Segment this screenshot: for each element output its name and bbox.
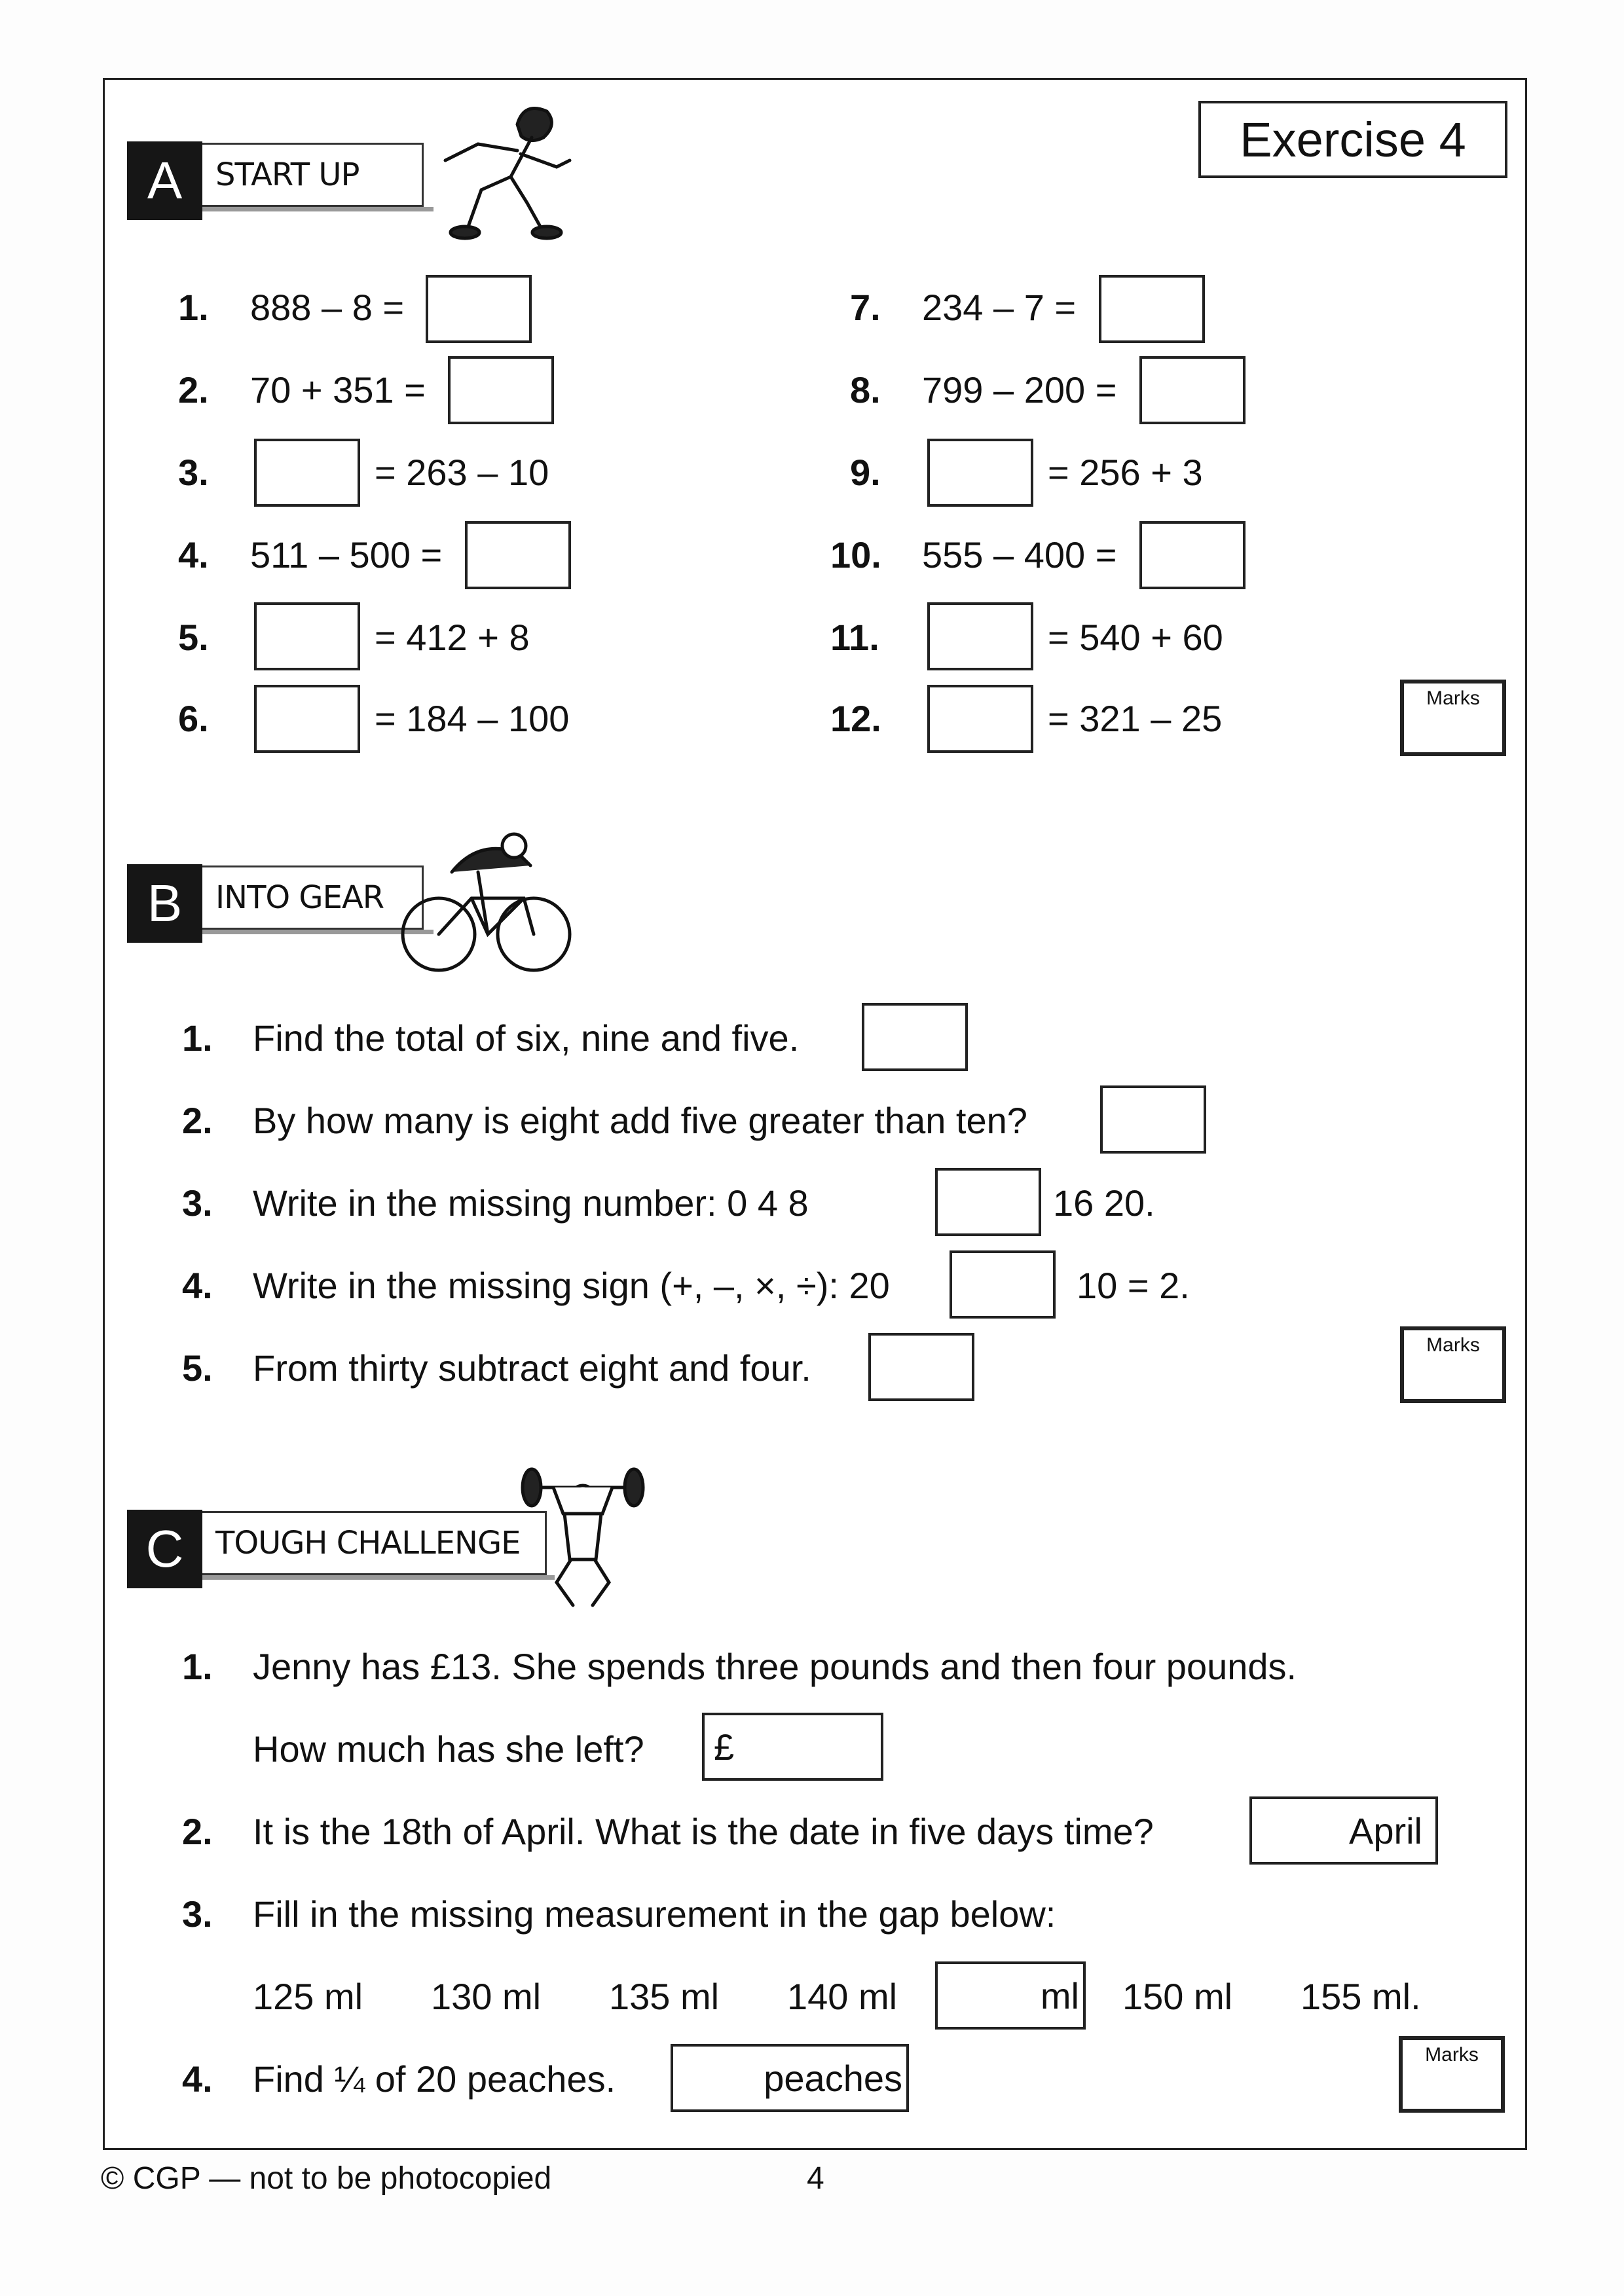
c-q3-answer-box[interactable] (935, 1961, 1086, 2030)
a-q9-answer-box[interactable] (927, 439, 1033, 507)
section-b-marks-box[interactable]: Marks (1400, 1326, 1506, 1403)
c-q3-text: Fill in the missing measurement in the gap below: (253, 1893, 1056, 1935)
a-q7-number: 7. (850, 287, 881, 328)
b-q2-text: By how many is eight add five greater than ten? (253, 1100, 1027, 1141)
a-q6-answer-box[interactable] (254, 685, 360, 753)
c-q3-seq-item: 125 ml (253, 1976, 363, 2017)
c-q3-seq-item: 150 ml (1122, 1976, 1233, 2017)
b-q3-answer-box[interactable] (935, 1168, 1041, 1236)
b-q4-answer-box[interactable] (950, 1250, 1056, 1319)
a-q12-answer-box[interactable] (927, 685, 1033, 753)
running-man-illustration (367, 98, 589, 242)
exercise-title: Exercise 4 (1198, 101, 1507, 178)
a-q8-number: 8. (850, 369, 881, 410)
a-q3-text: = 263 – 10 (375, 452, 549, 493)
a-q12-number: 12. (830, 698, 881, 739)
section-a-marks-box[interactable]: Marks (1400, 680, 1506, 756)
section-b-shadow (201, 930, 434, 934)
c-q1-text: Jenny has £13. She spends three pounds and then four pounds. (253, 1646, 1297, 1687)
c-q4-number: 4. (182, 2058, 213, 2100)
c-q4-text: Find ¼ of 20 peaches. (253, 2058, 616, 2100)
c-q3-seq-item: 130 ml (431, 1976, 542, 2017)
a-q2-text: 70 + 351 = (250, 369, 426, 410)
a-q4-number: 4. (178, 534, 209, 575)
c-q4-peaches-suffix: peaches (764, 2057, 902, 2099)
section-c-shadow (201, 1575, 555, 1580)
a-q5-number: 5. (178, 617, 209, 658)
a-q10-answer-box[interactable] (1139, 521, 1246, 589)
a-q8-answer-box[interactable] (1139, 356, 1246, 424)
c-q1-pound-prefix: £ (714, 1726, 735, 1768)
section-a-letter: A (127, 141, 202, 220)
weightlifter-illustration (517, 1461, 648, 1612)
a-q7-text: 234 – 7 = (922, 287, 1077, 328)
copyright-footer: © CGP — not to be photocopied (101, 2161, 552, 2196)
c-q1-answer-box[interactable] (702, 1713, 883, 1781)
a-q2-number: 2. (178, 369, 209, 410)
a-q9-text: = 256 + 3 (1048, 452, 1203, 493)
c-q3-seq-item: 135 ml (609, 1976, 720, 2017)
b-q3-after-text: 16 20. (1053, 1182, 1155, 1224)
b-q2-number: 2. (182, 1100, 213, 1141)
b-q4-number: 4. (182, 1265, 213, 1306)
a-q1-number: 1. (178, 287, 209, 328)
section-c-label: TOUGH CHALLENGE (201, 1511, 547, 1575)
c-q4-answer-box[interactable] (671, 2044, 909, 2112)
a-q9-number: 9. (850, 452, 881, 493)
b-q1-text: Find the total of six, nine and five. (253, 1017, 800, 1059)
b-q5-number: 5. (182, 1347, 213, 1389)
section-a-label: START UP (201, 143, 424, 207)
c-q3-ml-suffix: ml (1040, 1975, 1079, 2016)
b-q2-answer-box[interactable] (1100, 1085, 1206, 1154)
page-number: 4 (807, 2161, 824, 2196)
section-c-letter: C (127, 1510, 202, 1588)
a-q3-number: 3. (178, 452, 209, 493)
section-b-label: INTO GEAR (201, 866, 424, 930)
b-q5-answer-box[interactable] (868, 1333, 974, 1401)
a-q10-text: 555 – 400 = (922, 534, 1117, 575)
a-q11-answer-box[interactable] (927, 602, 1033, 670)
a-q3-answer-box[interactable] (254, 439, 360, 507)
a-q1-answer-box[interactable] (426, 275, 532, 343)
a-q5-text: = 412 + 8 (375, 617, 530, 658)
b-q4-after-text: 10 = 2. (1077, 1265, 1190, 1306)
a-q6-text: = 184 – 100 (375, 698, 570, 739)
c-q3-seq-item: 140 ml (787, 1976, 898, 2017)
section-c-marks-box[interactable]: Marks (1399, 2036, 1505, 2113)
c-q3-number: 3. (182, 1893, 213, 1935)
b-q4-text: Write in the missing sign (+, –, ×, ÷): 20 (253, 1265, 890, 1306)
b-q1-number: 1. (182, 1017, 213, 1059)
a-q5-answer-box[interactable] (254, 602, 360, 670)
cyclist-illustration (399, 826, 576, 977)
b-q5-text: From thirty subtract eight and four. (253, 1347, 811, 1389)
a-q1-text: 888 – 8 = (250, 287, 405, 328)
a-q10-number: 10. (830, 534, 881, 575)
c-q1-number: 1. (182, 1646, 213, 1687)
b-q3-number: 3. (182, 1182, 213, 1224)
b-q3-text: Write in the missing number: 0 4 8 (253, 1182, 809, 1224)
a-q8-text: 799 – 200 = (922, 369, 1117, 410)
b-q1-answer-box[interactable] (862, 1003, 968, 1071)
a-q4-answer-box[interactable] (465, 521, 571, 589)
a-q12-text: = 321 – 25 (1048, 698, 1223, 739)
c-q2-answer-box[interactable] (1249, 1796, 1438, 1865)
a-q4-text: 511 – 500 = (250, 534, 443, 575)
c-q3-seq-item: 155 ml. (1301, 1976, 1421, 2017)
a-q2-answer-box[interactable] (448, 356, 554, 424)
c-q2-april-suffix: April (1348, 1810, 1422, 1851)
a-q6-number: 6. (178, 698, 209, 739)
c-q2-number: 2. (182, 1811, 213, 1852)
c-q2-text: It is the 18th of April. What is the date in five days time? (253, 1811, 1154, 1852)
a-q11-number: 11. (830, 617, 879, 658)
a-q11-text: = 540 + 60 (1048, 617, 1223, 658)
c-q1-text-line2: How much has she left? (253, 1728, 644, 1770)
section-b-letter: B (127, 864, 202, 943)
a-q7-answer-box[interactable] (1099, 275, 1205, 343)
